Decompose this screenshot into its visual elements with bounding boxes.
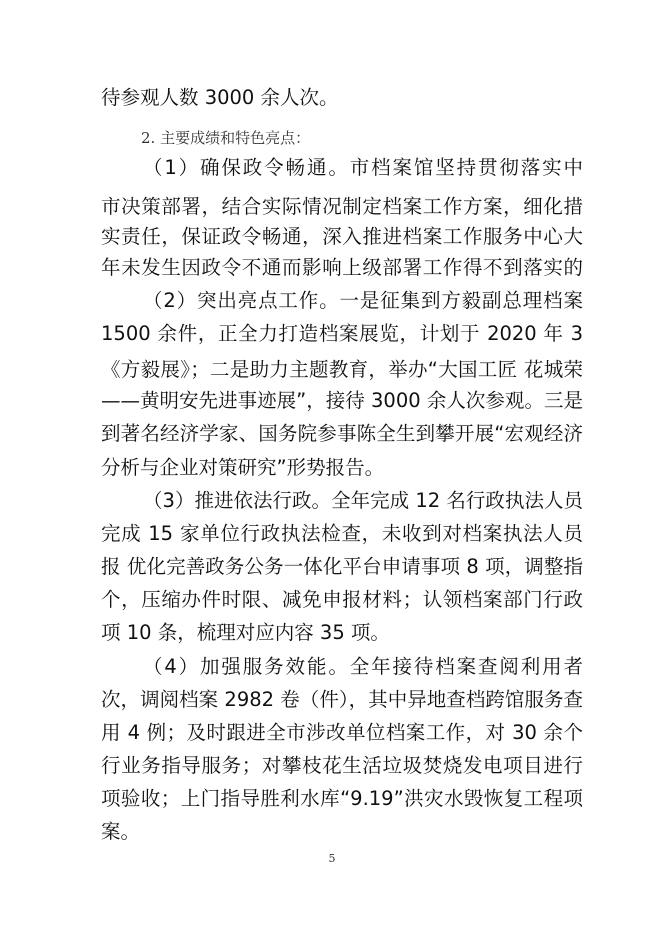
text-line: 1500 余件，正全力打造档案展览，计划于 2020 年 3 <box>101 322 583 345</box>
text-line: 案。 <box>101 820 141 843</box>
text-line: 实责任，保证政令畅通，深入推进档案工作服务中心大 <box>101 225 583 248</box>
text-line: 分析与企业对策研究”形势报告。 <box>101 456 385 479</box>
text-line: （4）加强服务效能。全年接待档案查阅利用者 <box>143 655 583 678</box>
text-line: 完成 15 家单位行政执法检查，未收到对档案执法人员 <box>101 522 583 545</box>
text-line: 个，压缩办件时限、减免申报材料；认领档案部门行政 <box>101 588 583 611</box>
text-line: 《方毅展》；二是助力主题教育，举办“大国工匠 花城荣 <box>101 358 583 381</box>
text-line: 待参观人数 3000 余人次。 <box>101 86 339 109</box>
text-line: 报 优化完善政务公务一体化平台申请事项 8 项，调整指 <box>101 555 583 578</box>
text-line: 市决策部署，结合实际情况制定档案工作方案，细化措 <box>101 195 583 218</box>
page-number: 5 <box>328 852 336 865</box>
text-line: ——黄明安先进事迹展”，接待 3000 余人次参观。三是 <box>101 389 583 412</box>
text-line: 项验收；上门指导胜利水库“9.19”洪灾水毁恢复工程项 <box>101 787 583 810</box>
text-line: 行业务指导服务；对攀枝花生活垃圾焚烧发电项目进行 <box>101 754 583 777</box>
section-heading: 2. 主要成绩和特色亮点： <box>141 129 311 147</box>
text-line: （3）推进依法行政。全年完成 12 名行政执法人员 <box>143 489 583 512</box>
text-line: 次，调阅档案 2982 卷（件），其中异地查档跨馆服务查 <box>101 688 583 711</box>
text-line: 年未发生因政令不通而影响上级部署工作得不到落实的 <box>101 256 583 279</box>
text-line: （2）突出亮点工作。一是征集到方毅副总理档案 <box>143 289 583 312</box>
text-line: 项 10 条，梳理对应内容 35 项。 <box>101 621 390 644</box>
text-line: 用 4 例；及时跟进全市涉改单位档案工作，对 30 余个 <box>101 721 583 744</box>
text-line: 到著名经济学家、国务院参事陈全生到攀开展“宏观经济 <box>101 422 583 445</box>
text-line: （1）确保政令畅通。市档案馆坚持贯彻落实中 <box>143 156 583 179</box>
